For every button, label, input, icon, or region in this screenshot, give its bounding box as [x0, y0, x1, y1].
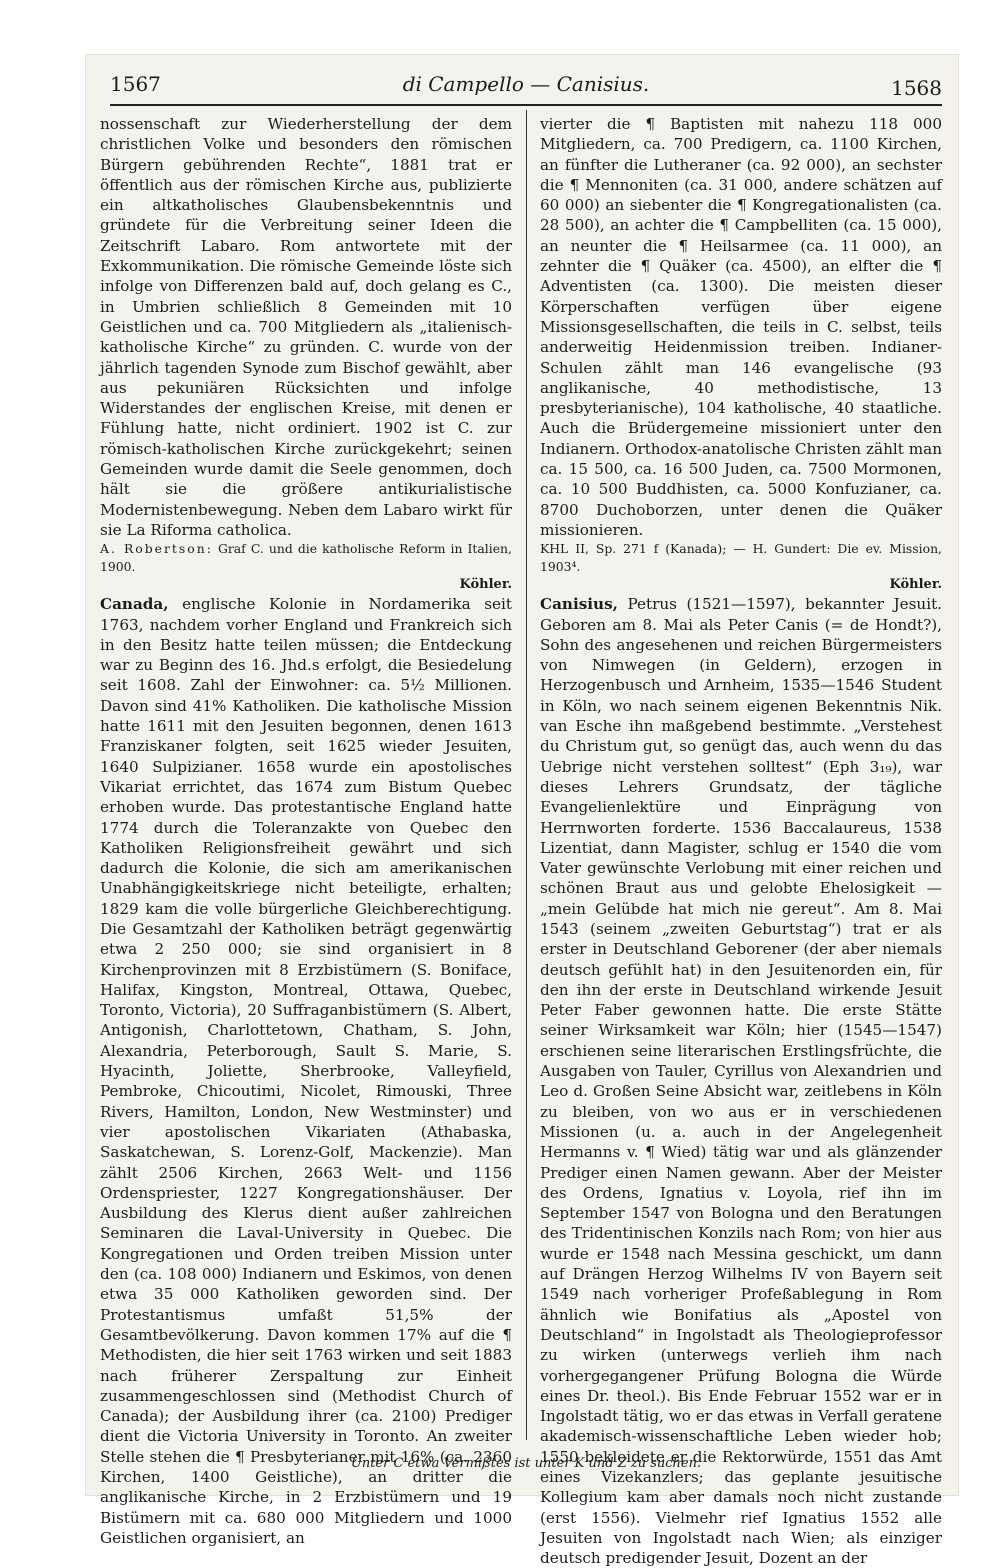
author-signature-2: Köhler. — [889, 577, 942, 593]
right-column — [540, 114, 942, 1568]
reference-title: Graf C. und die katholische Reform in Italien, 1900. — [100, 541, 512, 575]
entry-canisius — [540, 594, 942, 1568]
author-signature: Köhler. — [459, 577, 512, 593]
page-number-left: 1567 — [110, 72, 161, 96]
canisius-text: Petrus (1521—1597), bekannter Jesuit. Geboren am 8. Mai als Peter Canis (= de Hondt?), Sohn des angesehenen und reichen Bürgermeisters von Nimwegen (in Geldern), erzogen in Herzogenbusch und Arnheim, 1535—1546 Student in Köln, wo nach seinem eigenen Bekenntnis Nik. van Esche ihn maßgebend bestimmte. „Verstehest du Christum gut, so genügt das, auch wenn du das Uebrige nicht verstehen solltest“ (Eph 3₁₉), war dieses Lehrers Grundsatz, der tägliche Evangelienlektüre und Einprägung von Herrnworten forderte. 1536 Baccalaureus, 1538 Lizentiat, dann Magister, schlug er 1540 die vom Vater gewünschte Verlobung mit einer reichen und schönen Braut aus und gelobte Ehelosigkeit — „mein Gelübde hat mich nie gereut“. Am 8. Mai 1543 (seinem „zweiten Geburtstag“) trat er als erster in Deutschland Geborener (der aber niemals deutsch gefühlt hat) in den Jesuitenorden ein, für den ihn der erste in Deutschland wirkende Jesuit Peter Faber gewonnen hatte. Die erste Stätte seiner Wirksamkeit war Köln; hier (1545—1547) erschienen seine literarischen Erstlingsfrüchte, die Ausgaben von Tauler, Cyrillus von Alexandrien und Leo d. Großen Seine Absicht war, zeitlebens in Köln zu bleiben, von wo aus er in verschiedenen Missionen (u. a. auch in der Angelegenheit Hermanns v. ¶ Wied) tätig war und als glänzender Prediger einen Namen gewann. Aber der Meister des Ordens, Ignatius v. Loyola, rief ihn im September 1547 von Bologna und den Beratungen des Tridentinischen Konzils nach Rom; von hier aus wurde er 1548 nach Messina geschickt, um dann auf Drängen Herzog Wilhelms IV von Bayern seit 1549 nach vorheriger Profeßablegung in Rom ähnlich wie Bonifatius als „Apostel von Deutschland“ in Ingolstadt als Theologieprofessor zu wirken (unterwegs verlieh ihm nach vorhergegangener Prüfung Bologna die Würde eines Dr. theol.). Bis Ende Februar 1552 war er in Ingolstadt tätig, wo er das etwas in Verfall geratene akademisch-wissenschaftliche Leben wieder hob; 1550 bekleidete er die Rektorwürde, 1551 das Amt eines Vizekanzlers; das geplante jesuitische Kollegium kam aber damals noch nicht zustande (erst 1556). Vielmehr rief Ignatius 1552 alle Jesuiten von Ingolstadt nach Wien; als einziger deutsch predigender Jesuit, Dozent an der — [540, 595, 943, 1568]
reference-author: A. Robertson: — [100, 541, 213, 557]
column-divider — [526, 110, 527, 1440]
page-number-right: 1568 — [891, 76, 942, 100]
header-rule — [110, 104, 942, 106]
canada-text: englische Kolonie in Nordamerika seit 1763, nachdem vorher England und Frankreich sich in den Besitz hatte teilen müssen; die Entdeckung war zu Beginn des 16. Jhd.s erfolgt, die Besiedelung seit 1608. Zahl der Einwohner: ca. 5½ Millionen. Davon sind 41% Katholiken. Die katholische Mission hatte 1611 mit den Jesuiten begonnen, denen 1613 Franziskaner folgten, seit 1625 wieder Jesuiten, 1640 Sulpizianer. 1658 wurde ein apostolisches Vikariat errichtet, das 1674 zum Bistum Quebec erhoben wurde. Das protestantische England hatte 1774 durch die Toleranzakte von Quebec den Katholiken Religionsfreiheit gewährt und sich dadurch die Kolonie, die sich am amerikanischen Unabhängigkeitskriege nicht beteiligte, erhalten; 1829 kam die volle bürgerliche Gleichberechtigung. Die Gesamtzahl der Katholiken beträgt gegenwärtig etwa 2 250 000; sie sind organisiert in 8 Kirchenprovinzen mit 8 Erzbistümern (S. Boniface, Halifax, Kingston, Montreal, Ottawa, Quebec, Toronto, Victoria), 20 Suffraganbistümern (S. Albert, Antigonish, Charlottetown, Chatham, S. John, Alexandria, Peterborough, Sault S. Marie, S. Hyacinth, Joliette, Sherbrooke, Valleyfield, Pembroke, Chicoutimi, Nicolet, Rimouski, Three Rivers, Hamilton, London, New Westminster) und vier apostolischen Vikariaten (Athabaska, Saskatchewan, S. Lorenz-Golf, Mackenzie). Man zählt 2506 Kirchen, 2663 Welt- und 1156 Ordenspriester, 1227 Kongregationshäuser. Der Ausbildung des Klerus dient außer zahlreichen Seminaren die Laval-University in Quebec. Die Kongregationen und Orden treiben Mission unter den (ca. 108 000) Indianern und Eskimos, von denen etwa 35 000 Katholiken geworden sind. Der Protestantismus umfaßt 51,5% der Gesamtbevölkerung. Davon kommen 17% auf die ¶ Methodisten, die hier seit 1763 wirken und seit 1883 nach früherer Zerspaltung zur Einheit zusammengeschlossen sind (Methodist Church of Canada); der Ausbildung ihrer (ca. 2100) Prediger dient die Victoria University in Toronto. An zweiter Stelle stehen die ¶ Presbyterianer mit 16% (ca. 2360 Kirchen, 1400 Geistliche), an dritter die anglikanische Kirche, in 2 Erzbistümern und 19 Bistümern mit ca. 680 000 Mitgliedern und 1000 Geistlichen organisiert, an — [100, 595, 513, 1547]
reference-khl: KHL II, Sp. 271 f (Kanada); — H. Gundert: Die ev. Mission, 1903⁴. — [540, 541, 942, 575]
lemma-canada: Canada, — [100, 595, 169, 614]
campello-continuation: nossenschaft zur Wiederherstellung der dem christlichen Volke und besonders den römischen Bürgern gebührenden Rechte“, 1881 trat er öffentlich aus der römischen Kirche aus, publizierte ein altkatholisches Glaubensbekenntnis und gründete für die Verbreitung seiner Ideen die Zeitschrift Labaro. Rom antwortete mit der Exkommunikation. Die römische Gemeinde löste sich infolge von Differenzen bald auf, doch gelang es C., in Umbrien schließlich 8 Gemeinden mit 10 Geistlichen und ca. 700 Mitgliedern als „italienisch-katholische Kirche“ zu gründen. C. wurde von der jährlich tagenden Synode zum Bischof gewählt, aber aus pekuniären Rücksichten und infolge Widerstandes der englischen Kreise, mit denen er Fühlung hatte, nicht ordiniert. 1902 ist C. zur römisch-katholischen Kirche zurückgekehrt; seinen Gemeinden wurde damit die Seele genommen, doch hält sie die größere antikurialistische Modernistenbewegung. Neben dem Labaro wirkt für sie La Riforma catholica. — [100, 115, 512, 539]
running-title: di Campello — Canisius. — [402, 72, 650, 96]
lemma-canisius: Canisius, — [540, 595, 618, 614]
reference-robertson — [100, 540, 512, 576]
page-footer-note: Unter C etwa Vermißtes ist unter K und Z zu suchen. — [350, 1456, 702, 1471]
page-header — [110, 64, 942, 100]
canada-continuation: vierter die ¶ Baptisten mit nahezu 118 000 Mitgliedern, ca. 700 Predigern, ca. 1100 Kirchen, an fünfter die Lutheraner (ca. 92 000), an sechster die ¶ Mennoniten (ca. 31 000, andere schätzen auf 60 000) an siebenter die ¶ Kongregationalisten (ca. 28 500), an achter die ¶ Campbelliten (ca. 15 000), an neunter die ¶ Heilsarmee (ca. 11 000), an zehnter die ¶ Quäker (ca. 4500), an elfter die ¶ Adventisten (ca. 1300). Die meisten dieser Körperschaften verfügen über eigene Missionsgesellschaften, die teils in C. selbst, teils anderweitig Heidenmission treiben. Indianer-Schulen zählt man 146 evangelische (93 anglikanische, 40 methodistische, 13 presbyterianische), 104 katholische, 40 staatliche. Auch die Brüdergemeine missioniert unter den Indianern. Orthodox-anatolische Christen zählt man ca. 15 500, ca. 16 500 Juden, ca. 7500 Mormonen, ca. 10 500 Buddhisten, ca. 5000 Konfuzianer, ca. 8700 Duchoborzen, unter denen die Quäker missionieren. — [540, 115, 942, 539]
left-column — [100, 114, 512, 1548]
entry-canada — [100, 594, 512, 1548]
